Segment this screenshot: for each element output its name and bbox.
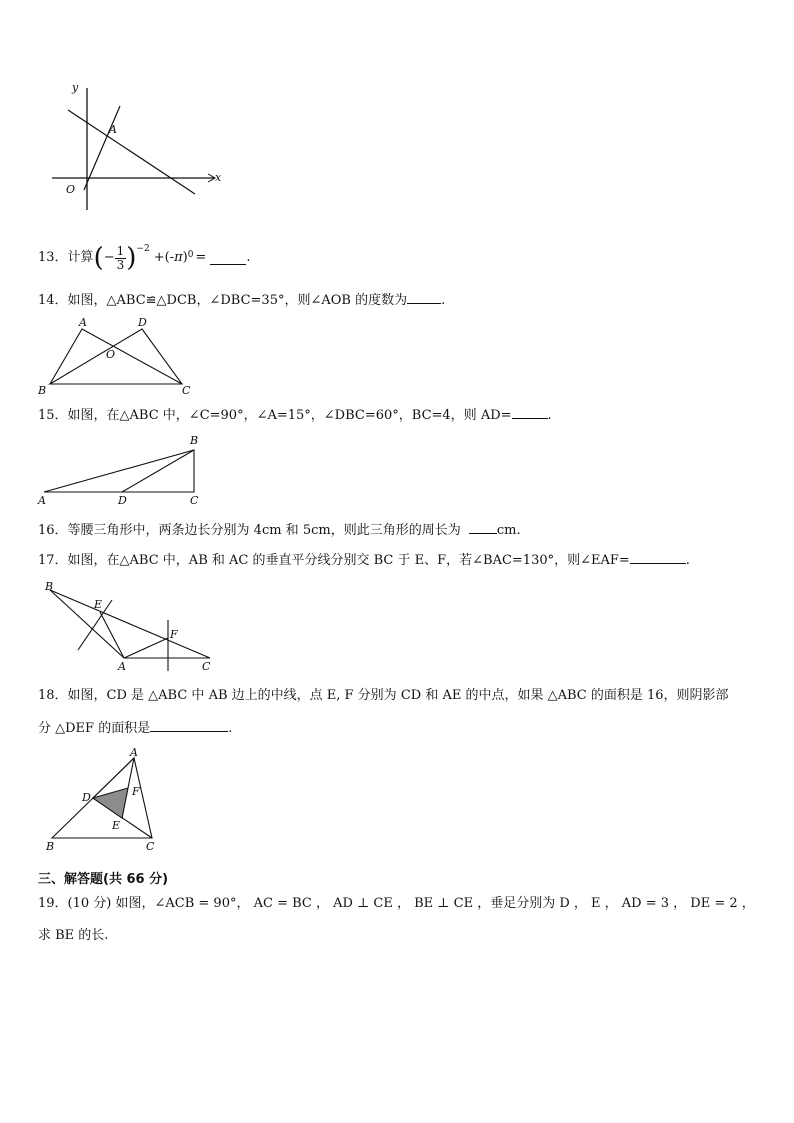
question-14 [38, 291, 445, 310]
q13-end: . [246, 250, 251, 265]
q18-answer-blank [150, 719, 228, 732]
q15-end: . [547, 408, 552, 423]
q13-frac-num: 1 [116, 243, 125, 258]
q15-label-c: C [190, 494, 199, 507]
origin-label: O [66, 183, 76, 196]
q17-end: . [685, 553, 690, 568]
point-a-label: A [109, 123, 117, 136]
question-16 [38, 521, 521, 540]
q19-line2: 求 BE 的长. [38, 928, 109, 943]
q14-label-b: B [38, 384, 47, 396]
q17-label-b: B [45, 580, 54, 593]
q13-equals: = [195, 250, 207, 265]
q15-text: 15．如图，在△ABC 中，∠C=90°，∠A=15°，∠DBC=60°，BC=4，则 AD= [38, 408, 512, 423]
q18-label-f: F [132, 785, 140, 798]
x-axis-label: x [215, 171, 222, 184]
question-15 [38, 406, 552, 425]
y-axis-label: y [72, 81, 79, 94]
q18-line2: 分 △DEF 的面积是 [38, 721, 151, 736]
q18-label-a: A [130, 748, 138, 759]
q13-left-paren: ( [93, 243, 104, 273]
question-13: 13． 计算 ( − $\frac{1}{3}$ ) $^{-2}$ +( -π ) $^0$ = . [38, 238, 250, 278]
question-18-line2 [38, 719, 232, 738]
q13-number: 13． [38, 250, 68, 265]
q13-prefix: 计算 [67, 250, 94, 265]
q13-exponent-2: 0 [187, 250, 194, 260]
q18-end: . [228, 721, 233, 736]
q17-answer-blank [630, 551, 686, 564]
q13-exponent-1: −2 [136, 244, 150, 254]
q19-line1: 19．(10 分) 如图，∠ACB = 90°， AC = BC ， AD ⊥ CE ， BE ⊥ CE ，垂足分别为 D ， E ， AD = 3 ， DE = 2 ， [38, 896, 755, 911]
q18-label-c: C [146, 840, 155, 853]
q13-fraction [115, 245, 127, 272]
figure-q15-right-triangle [36, 432, 211, 510]
q15-label-b: B [190, 434, 199, 447]
q13-close: ) [182, 250, 188, 265]
q17-label-e: E [94, 598, 103, 611]
question-19 [38, 895, 755, 913]
q16-unit: cm. [496, 523, 521, 538]
q13-middle: +( [153, 250, 170, 265]
q14-label-c: C [182, 384, 191, 396]
q14-end: . [441, 293, 446, 308]
question-17 [38, 551, 690, 570]
q14-answer-blank [407, 291, 441, 304]
q15-label-a: A [38, 494, 46, 507]
q13-answer-blank [210, 252, 246, 265]
q14-label-a: A [79, 316, 87, 329]
q18-label-d: D [82, 791, 91, 804]
figure-q17-triangle-bisectors [40, 578, 220, 678]
q17-label-c: C [202, 660, 211, 673]
q17-label-f: F [170, 628, 178, 641]
q17-label-a: A [118, 660, 126, 673]
question-19-line2 [38, 927, 108, 945]
q14-label-d: D [138, 316, 147, 329]
figure-q12-coordinate-graph [40, 78, 230, 218]
section-3-heading: 三、解答题(共 66 分) [38, 872, 169, 887]
q18-label-b: B [46, 840, 55, 853]
q13-right-paren: ) [126, 243, 137, 273]
q16-text: 16．等腰三角形中，两条边长分别为 4cm 和 5cm，则此三角形的周长为 [38, 523, 461, 538]
q16-answer-blank [469, 521, 497, 534]
q15-answer-blank [512, 406, 548, 419]
figure-q18-shaded-triangle [42, 748, 162, 858]
q13-pi: -π [169, 250, 183, 265]
q14-text: 14．如图，△ABC≌△DCB，∠DBC=35°，则∠AOB 的度数为 [38, 293, 408, 308]
figure-q14-triangles [36, 316, 196, 396]
q18-label-e: E [112, 819, 121, 832]
q13-frac-den: 3 [116, 257, 125, 272]
q15-label-d: D [118, 494, 127, 507]
q18-line1: 18．如图，CD 是 △ABC 中 AB 边上的中线，点 E, F 分别为 CD 和 AE 的中点，如果 △ABC 的面积是 16，则阴影部 [38, 688, 729, 703]
q14-label-o: O [106, 348, 116, 361]
q17-text: 17．如图，在△ABC 中，AB 和 AC 的垂直平分线分别交 BC 于 E、F，若∠BAC=130°，则∠EAF= [38, 553, 630, 568]
question-18 [38, 687, 729, 705]
